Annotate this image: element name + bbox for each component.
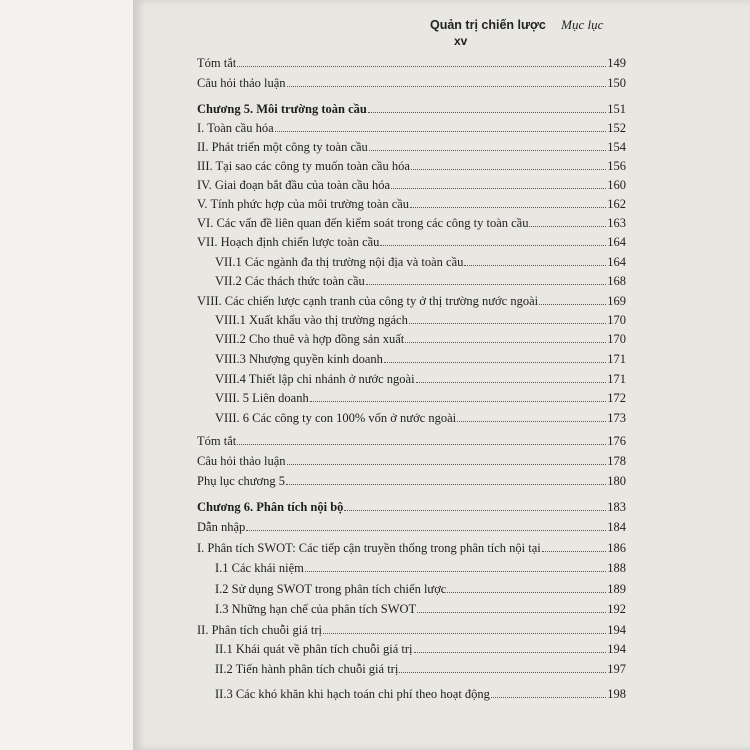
- toc-page-number: 188: [607, 561, 626, 575]
- toc-row: [197, 72, 626, 90]
- toc-entry-title: II.2 Tiến hành phân tích chuỗi giá trị: [215, 662, 399, 676]
- toc-row: [197, 52, 626, 70]
- dot-leader: [344, 510, 606, 511]
- toc-entry-title: VIII.3 Nhượng quyền kinh doanh: [215, 352, 383, 366]
- toc-page-number: 149: [607, 56, 626, 70]
- dot-leader: [286, 484, 606, 485]
- dot-leader: [542, 551, 607, 552]
- toc-entry-title: VIII. Các chiến lược cạnh tranh của công ty ở thị trường nước ngoài: [197, 294, 539, 308]
- dot-leader: [529, 226, 606, 227]
- toc-page-number: 163: [607, 216, 626, 230]
- dot-leader: [399, 672, 606, 673]
- toc-chapter-row: [197, 496, 626, 514]
- toc-entry-title: Chương 5. Môi trường toàn cầu: [197, 102, 367, 116]
- dot-leader: [411, 169, 606, 170]
- dot-leader: [366, 284, 606, 285]
- toc-row: [197, 193, 626, 211]
- toc-row: [215, 407, 626, 425]
- toc-row: [215, 598, 626, 616]
- toc-page-number: 180: [607, 474, 626, 488]
- toc-entry-title: IV. Giai đoạn bắt đầu của toàn cầu hóa: [197, 178, 391, 192]
- dot-leader: [409, 323, 606, 324]
- toc-page-number: 194: [607, 642, 626, 656]
- dot-leader: [368, 112, 606, 113]
- toc-page-number: 156: [607, 159, 626, 173]
- toc-entry-title: I. Phân tích SWOT: Các tiếp cận truyền thống trong phân tích nội tại: [197, 541, 541, 555]
- toc-page-number: 184: [607, 520, 626, 534]
- toc-page-number: 152: [607, 121, 626, 135]
- toc-row: [197, 155, 626, 173]
- section-name: Mục lục: [561, 17, 604, 32]
- toc-entry-title: I.3 Những hạn chế của phân tích SWOT: [215, 602, 417, 616]
- toc-entry-title: Tóm tắt: [197, 434, 237, 448]
- toc-entry-title: Câu hỏi thảo luận: [197, 454, 286, 468]
- toc-page-number: 176: [607, 434, 626, 448]
- toc-page-number: 164: [607, 255, 626, 269]
- toc-page-number: 171: [607, 372, 626, 386]
- toc-row: [215, 328, 626, 346]
- toc-row: [215, 658, 626, 676]
- book-title: Quản trị chiến lược: [430, 18, 546, 32]
- toc-row: [197, 290, 626, 308]
- toc-page-number: 183: [607, 500, 626, 514]
- dot-leader: [417, 612, 606, 613]
- toc-row: [197, 136, 626, 154]
- dot-leader: [410, 207, 606, 208]
- toc-entry-title: II. Phát triển một công ty toàn cầu: [197, 140, 368, 154]
- dot-leader: [405, 342, 606, 343]
- toc-entry-title: VII. Hoạch định chiến lược toàn cầu: [197, 235, 380, 249]
- toc-page-number: 194: [607, 623, 626, 637]
- toc-row: [197, 212, 626, 230]
- toc-page-number: 160: [607, 178, 626, 192]
- toc-page-number: 154: [607, 140, 626, 154]
- toc-page-number: 150: [607, 76, 626, 90]
- toc-entry-title: Tóm tắt: [197, 56, 237, 70]
- toc-row: [215, 348, 626, 366]
- toc-entry-title: VI. Các vấn đề liên quan đến kiểm soát trong các công ty toàn cầu: [197, 216, 529, 230]
- toc-entry-title: Dẫn nhập: [197, 520, 246, 534]
- toc-page-number: 178: [607, 454, 626, 468]
- toc-page-number: 197: [607, 662, 626, 676]
- dot-leader: [246, 530, 606, 531]
- toc-row: [215, 638, 626, 656]
- toc-page-number: 170: [607, 313, 626, 327]
- toc-page-number: 198: [607, 687, 626, 701]
- toc-row: [215, 557, 626, 575]
- dot-leader: [275, 131, 607, 132]
- toc-entry-title: VIII. 5 Liên doanh: [215, 391, 309, 405]
- toc-row: [215, 683, 626, 701]
- toc-entry-title: II. Phân tích chuỗi giá trị: [197, 623, 322, 637]
- toc-entry-title: VIII.4 Thiết lập chi nhánh ở nước ngoài: [215, 372, 415, 386]
- toc-page-number: 171: [607, 352, 626, 366]
- dot-leader: [380, 245, 606, 246]
- toc-row: [215, 387, 626, 405]
- toc-entry-title: VII.1 Các ngành đa thị trường nội địa và toàn cầu: [215, 255, 464, 269]
- toc-entry-title: Chương 6. Phân tích nội bộ: [197, 500, 344, 514]
- toc-row: [215, 578, 626, 596]
- toc-row: [215, 251, 626, 269]
- toc-row: [197, 516, 626, 534]
- dot-leader: [464, 265, 606, 266]
- toc-entry-title: VIII. 6 Các công ty con 100% vốn ở nước ngoài: [215, 411, 457, 425]
- toc-row: [197, 174, 626, 192]
- dot-leader: [414, 652, 607, 653]
- toc-page-number: 172: [607, 391, 626, 405]
- toc-row: [197, 430, 626, 448]
- toc-page-number: 151: [607, 102, 626, 116]
- toc-page-number: 164: [607, 235, 626, 249]
- toc-entry-title: VIII.2 Cho thuê và hợp đồng sản xuất: [215, 332, 405, 346]
- dot-leader: [287, 86, 607, 87]
- toc-row: [197, 450, 626, 468]
- toc-page-number: 189: [607, 582, 626, 596]
- toc-chapter-row: [197, 98, 626, 116]
- toc-row: [197, 117, 626, 135]
- toc-entry-title: I. Toàn cầu hóa: [197, 121, 274, 135]
- toc-entry-title: II.3 Các khó khăn khi hạch toán chi phí theo hoạt động: [215, 687, 490, 701]
- dot-leader: [305, 571, 606, 572]
- toc-entry-title: I.1 Các khái niệm: [215, 561, 304, 575]
- toc-page-number: 173: [607, 411, 626, 425]
- dot-leader: [323, 633, 606, 634]
- toc-entry-title: III. Tại sao các công ty muốn toàn cầu hóa: [197, 159, 410, 173]
- header-page-number: xv: [454, 34, 468, 48]
- toc-row: [197, 470, 626, 488]
- dot-leader: [491, 697, 606, 698]
- dot-leader: [539, 304, 606, 305]
- toc-page-number: 170: [607, 332, 626, 346]
- toc-row: [215, 270, 626, 288]
- dot-leader: [416, 382, 607, 383]
- toc-page-number: 192: [607, 602, 626, 616]
- toc-entry-title: Phụ lục chương 5: [197, 474, 286, 488]
- dot-leader: [369, 150, 606, 151]
- dot-leader: [391, 188, 606, 189]
- toc-entry-title: VIII.1 Xuất khẩu vào thị trường ngách: [215, 313, 408, 327]
- toc-page-number: 169: [607, 294, 626, 308]
- dot-leader: [237, 444, 606, 445]
- toc-entry-title: VII.2 Các thách thức toàn cầu: [215, 274, 365, 288]
- toc-entry-title: Câu hỏi thảo luận: [197, 76, 286, 90]
- toc-page-number: 186: [607, 541, 626, 555]
- dot-leader: [457, 421, 606, 422]
- toc-row: [197, 231, 626, 249]
- toc-row: [215, 368, 626, 386]
- toc-entry-title: II.1 Khái quát về phân tích chuỗi giá trị: [215, 642, 413, 656]
- dot-leader: [237, 66, 606, 67]
- dot-leader: [447, 592, 606, 593]
- toc-row: [197, 619, 626, 637]
- toc-entry-title: V. Tính phức hợp của môi trường toàn cầu: [197, 197, 410, 211]
- dot-leader: [384, 362, 606, 363]
- toc-entry-title: I.2 Sử dụng SWOT trong phân tích chiến lược: [215, 582, 447, 596]
- dot-leader: [287, 464, 607, 465]
- toc-row: [215, 309, 626, 327]
- toc-row: [197, 537, 626, 555]
- dot-leader: [310, 401, 607, 402]
- toc-page-number: 162: [607, 197, 626, 211]
- toc-page-number: 168: [607, 274, 626, 288]
